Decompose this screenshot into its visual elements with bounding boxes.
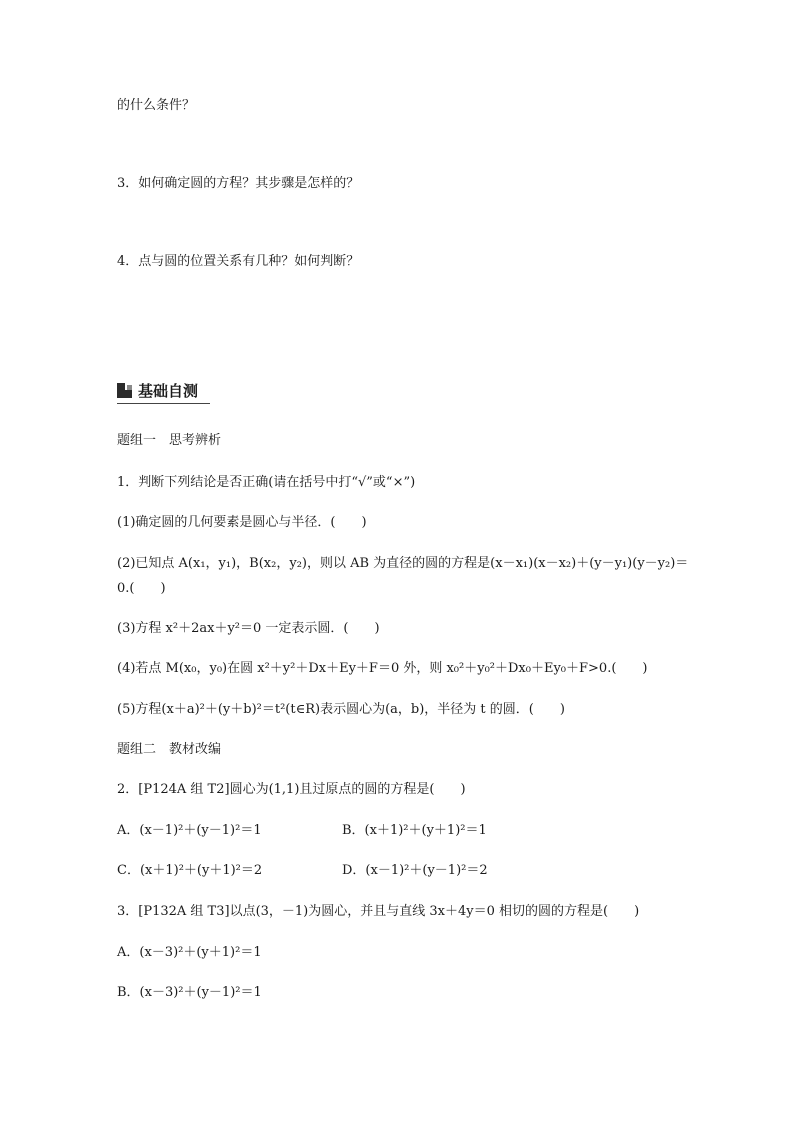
question-4: 4．点与圆的位置关系有几种？如何判断？ bbox=[117, 254, 360, 269]
q1-item-3: (3)方程 x²＋2ax＋y²＝0 一定表示圆．( ) bbox=[117, 621, 380, 636]
q3-option-b: B．(x－3)²＋(y－1)²＝1 bbox=[117, 985, 262, 1000]
q2-option-a: A．(x－1)²＋(y－1)²＝1 bbox=[117, 823, 262, 838]
q1-item-1: (1)确定圆的几何要素是圆心与半径．( ) bbox=[117, 515, 367, 530]
q1-item-5: (5)方程(x＋a)²＋(y＋b)²＝t²(t∈R)表示圆心为(a，b)，半径为 t 的圆．( ) bbox=[117, 702, 565, 717]
question-continuation: 的什么条件？ bbox=[117, 98, 196, 113]
q3-stem: 3．[P132A 组 T3]以点(3，－1)为圆心，并且与直线 3x＋4y＝0 相切的圆的方程是( ) bbox=[117, 904, 640, 919]
question-3: 3．如何确定圆的方程？其步骤是怎样的？ bbox=[117, 176, 360, 191]
group2-title: 题组二 教材改编 bbox=[117, 742, 222, 757]
section-underline bbox=[117, 403, 210, 404]
q1-stem: 1．判断下列结论是否正确(请在括号中打“√”或“×”) bbox=[117, 475, 416, 490]
group1-title: 题组一 思考辨析 bbox=[117, 433, 222, 448]
section-title: 基础自测 bbox=[138, 382, 199, 400]
section-square-icon bbox=[117, 383, 132, 398]
q3-option-a: A．(x－3)²＋(y＋1)²＝1 bbox=[117, 945, 262, 960]
q2-option-d: D．(x－1)²＋(y－1)²＝2 bbox=[342, 863, 488, 878]
q2-option-c: C．(x＋1)²＋(y＋1)²＝2 bbox=[117, 863, 263, 878]
q1-item-4: (4)若点 M(x₀，y₀)在圆 x²＋y²＋Dx＋Ey＋F＝0 外，则 x₀²＋y₀²＋Dx₀＋Ey₀＋F>0.( ) bbox=[117, 661, 648, 676]
q2-option-b: B．(x＋1)²＋(y＋1)²＝1 bbox=[342, 823, 487, 838]
q1-item-2: (2)已知点 A(x₁，y₁)，B(x₂，y₂)，则以 AB 为直径的圆的方程是(x－x₁)(x－x₂)＋(y－y₁)(y－y₂)＝ bbox=[117, 556, 689, 571]
q2-stem: 2．[P124A 组 T2]圆心为(1,1)且过原点的圆的方程是( ) bbox=[117, 782, 466, 797]
q1-item-2-cont: 0.( ) bbox=[117, 581, 166, 596]
